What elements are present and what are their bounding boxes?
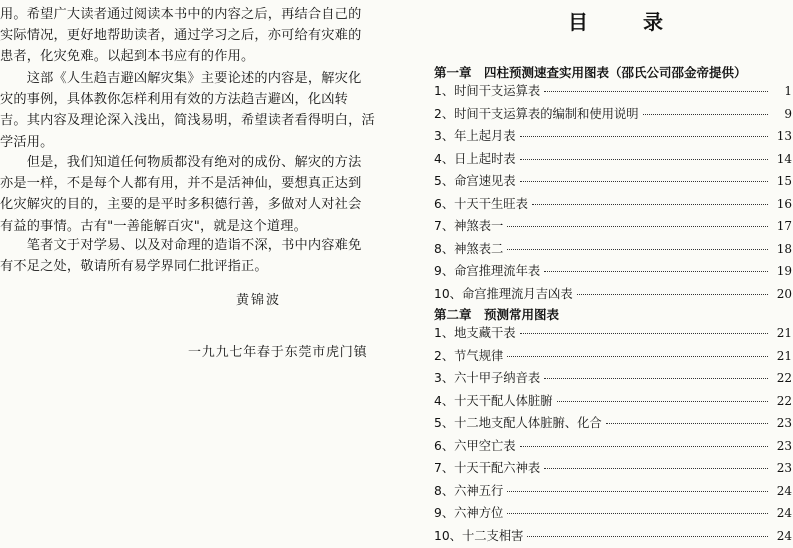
toc-entry[interactable] <box>434 261 792 284</box>
toc-entry-title: 7、神煞表一 <box>434 216 503 234</box>
toc-entry-page: 9 <box>772 107 792 121</box>
toc-entry-title: 5、命宫速见表 <box>434 171 516 189</box>
toc-entry[interactable] <box>434 346 792 369</box>
toc-entry-page: 20 <box>772 287 792 301</box>
toc-entry-page: 24 <box>772 484 792 498</box>
toc-entry[interactable] <box>434 126 792 149</box>
dot-leader <box>557 401 769 402</box>
text-line: 这部《人生趋吉避凶解灾集》主要论述的内容是，解灾化 <box>0 68 360 89</box>
dot-leader <box>507 491 768 492</box>
dot-leader <box>520 181 768 182</box>
toc-entries-chapter-2 <box>434 323 792 548</box>
toc-page <box>420 0 793 529</box>
dot-leader <box>577 294 768 295</box>
toc-entry[interactable] <box>434 436 792 459</box>
toc-entry[interactable] <box>434 481 792 504</box>
toc-entry-page: 24 <box>772 529 792 543</box>
text-line: 吉。其内容及理论深入浅出，简浅易明，希望读者看得明白，活 <box>0 110 360 131</box>
toc-entry-page: 14 <box>772 152 792 166</box>
text-line: 亦是一样，不是每个人都有用，并不是活神仙，要想真正达到 <box>0 173 360 194</box>
toc-entry-title: 3、年上起月表 <box>434 126 516 144</box>
author-name: 黄锦波 <box>236 289 281 308</box>
toc-entry-title: 4、日上起时表 <box>434 149 516 167</box>
text-line: 化灾解灾的目的，主要的是平时多积德行善，多做对人对社会 <box>0 194 360 215</box>
toc-entry[interactable] <box>434 284 792 307</box>
preface-paragraph <box>0 68 360 153</box>
chapter-heading: 第一章 四柱预测速查实用图表（邵氏公司邵金帝提供） <box>434 63 747 81</box>
toc-entry-page: 22 <box>772 394 792 408</box>
toc-entry-title: 9、命宫推理流年表 <box>434 261 540 279</box>
text-line: 笔者文于对学易、以及对命理的造诣不深，书中内容难免 <box>0 235 360 256</box>
toc-entry-page: 22 <box>772 371 792 385</box>
toc-entry-page: 24 <box>772 506 792 520</box>
toc-entry[interactable] <box>434 503 792 526</box>
preface-paragraph <box>0 235 360 277</box>
text-line: 患者，化灾免难。以起到本书应有的作用。 <box>0 46 360 67</box>
toc-entry[interactable] <box>434 391 792 414</box>
toc-entry-page: 19 <box>772 264 792 278</box>
toc-entry-title: 10、命宫推理流月吉凶表 <box>434 284 573 302</box>
dot-leader <box>507 356 768 357</box>
toc-entry[interactable] <box>434 239 792 262</box>
dot-leader <box>544 91 768 92</box>
dot-leader <box>520 136 768 137</box>
toc-entry-page: 18 <box>772 242 792 256</box>
dot-leader <box>606 423 768 424</box>
dot-leader <box>544 271 768 272</box>
dot-leader <box>507 249 768 250</box>
toc-entry-title: 10、十二支相害 <box>434 526 523 544</box>
dot-leader <box>544 378 768 379</box>
toc-entry-title: 1、时间干支运算表 <box>434 81 540 99</box>
toc-entry-page: 21 <box>772 349 792 363</box>
toc-entry-title: 2、时间干支运算表的编制和使用说明 <box>434 104 639 122</box>
toc-entry-title: 5、十二地支配人体脏腑、化合 <box>434 413 602 431</box>
text-line: 灾的事例，具体教你怎样利用有效的方法趋吉避凶，化凶转 <box>0 89 360 110</box>
dot-leader <box>643 114 768 115</box>
toc-entry-title: 3、六十甲子纳音表 <box>434 368 540 386</box>
preface-page <box>0 0 380 529</box>
toc-entry-page: 16 <box>772 197 792 211</box>
toc-entry-page: 1 <box>772 84 792 98</box>
toc-entry-title: 6、十天干生旺表 <box>434 194 528 212</box>
toc-entry-page: 17 <box>772 219 792 233</box>
toc-title: 目 录 <box>568 6 687 35</box>
toc-entry-page: 15 <box>772 174 792 188</box>
preface-paragraph <box>0 4 360 68</box>
toc-entry-title: 1、地支藏干表 <box>434 323 516 341</box>
toc-entry-title: 9、六神方位 <box>434 503 503 521</box>
toc-entry-title: 8、神煞表二 <box>434 239 503 257</box>
toc-entry-page: 21 <box>772 326 792 340</box>
text-line: 但是，我们知道任何物质都没有绝对的成份、解灾的方法 <box>0 152 360 173</box>
toc-entry-title: 7、十天干配六神表 <box>434 458 540 476</box>
toc-entry-title: 6、六甲空亡表 <box>434 436 516 454</box>
toc-entry[interactable] <box>434 323 792 346</box>
dot-leader <box>527 536 768 537</box>
dot-leader <box>532 204 768 205</box>
toc-entry-page: 13 <box>772 129 792 143</box>
toc-entry[interactable] <box>434 171 792 194</box>
toc-entry[interactable] <box>434 149 792 172</box>
toc-entry-page: 23 <box>772 439 792 453</box>
text-line: 用。希望广大读者通过阅读本书中的内容之后，再结合自己的 <box>0 4 360 25</box>
toc-entry-title: 8、六神五行 <box>434 481 503 499</box>
chapter-heading: 第二章 预测常用图表 <box>434 305 559 323</box>
toc-entries-chapter-1 <box>434 81 792 306</box>
toc-entry[interactable] <box>434 104 792 127</box>
preface-date: 一九九七年春于东莞市虎门镇 <box>188 341 367 360</box>
dot-leader <box>520 333 768 334</box>
toc-entry[interactable] <box>434 458 792 481</box>
dot-leader <box>507 513 768 514</box>
toc-entry[interactable] <box>434 81 792 104</box>
text-line: 学活用。 <box>0 132 360 153</box>
text-line: 有益的事情。古有"一善能解百灾"，就是这个道理。 <box>0 216 360 237</box>
dot-leader <box>520 159 768 160</box>
dot-leader <box>544 468 768 469</box>
preface-paragraph <box>0 152 360 237</box>
toc-entry[interactable] <box>434 413 792 436</box>
toc-entry-page: 23 <box>772 461 792 475</box>
toc-entry[interactable] <box>434 216 792 239</box>
toc-entry-title: 2、节气规律 <box>434 346 503 364</box>
toc-entry[interactable] <box>434 368 792 391</box>
text-line: 实际情况，更好地帮助读者，通过学习之后，亦可给有灾难的 <box>0 25 360 46</box>
dot-leader <box>520 446 768 447</box>
toc-entry[interactable] <box>434 194 792 217</box>
toc-entry-title: 4、十天干配人体脏腑 <box>434 391 553 409</box>
text-line: 有不足之处，敬请所有易学界同仁批评指正。 <box>0 256 360 277</box>
dot-leader <box>507 226 768 227</box>
toc-entry-page: 23 <box>772 416 792 430</box>
